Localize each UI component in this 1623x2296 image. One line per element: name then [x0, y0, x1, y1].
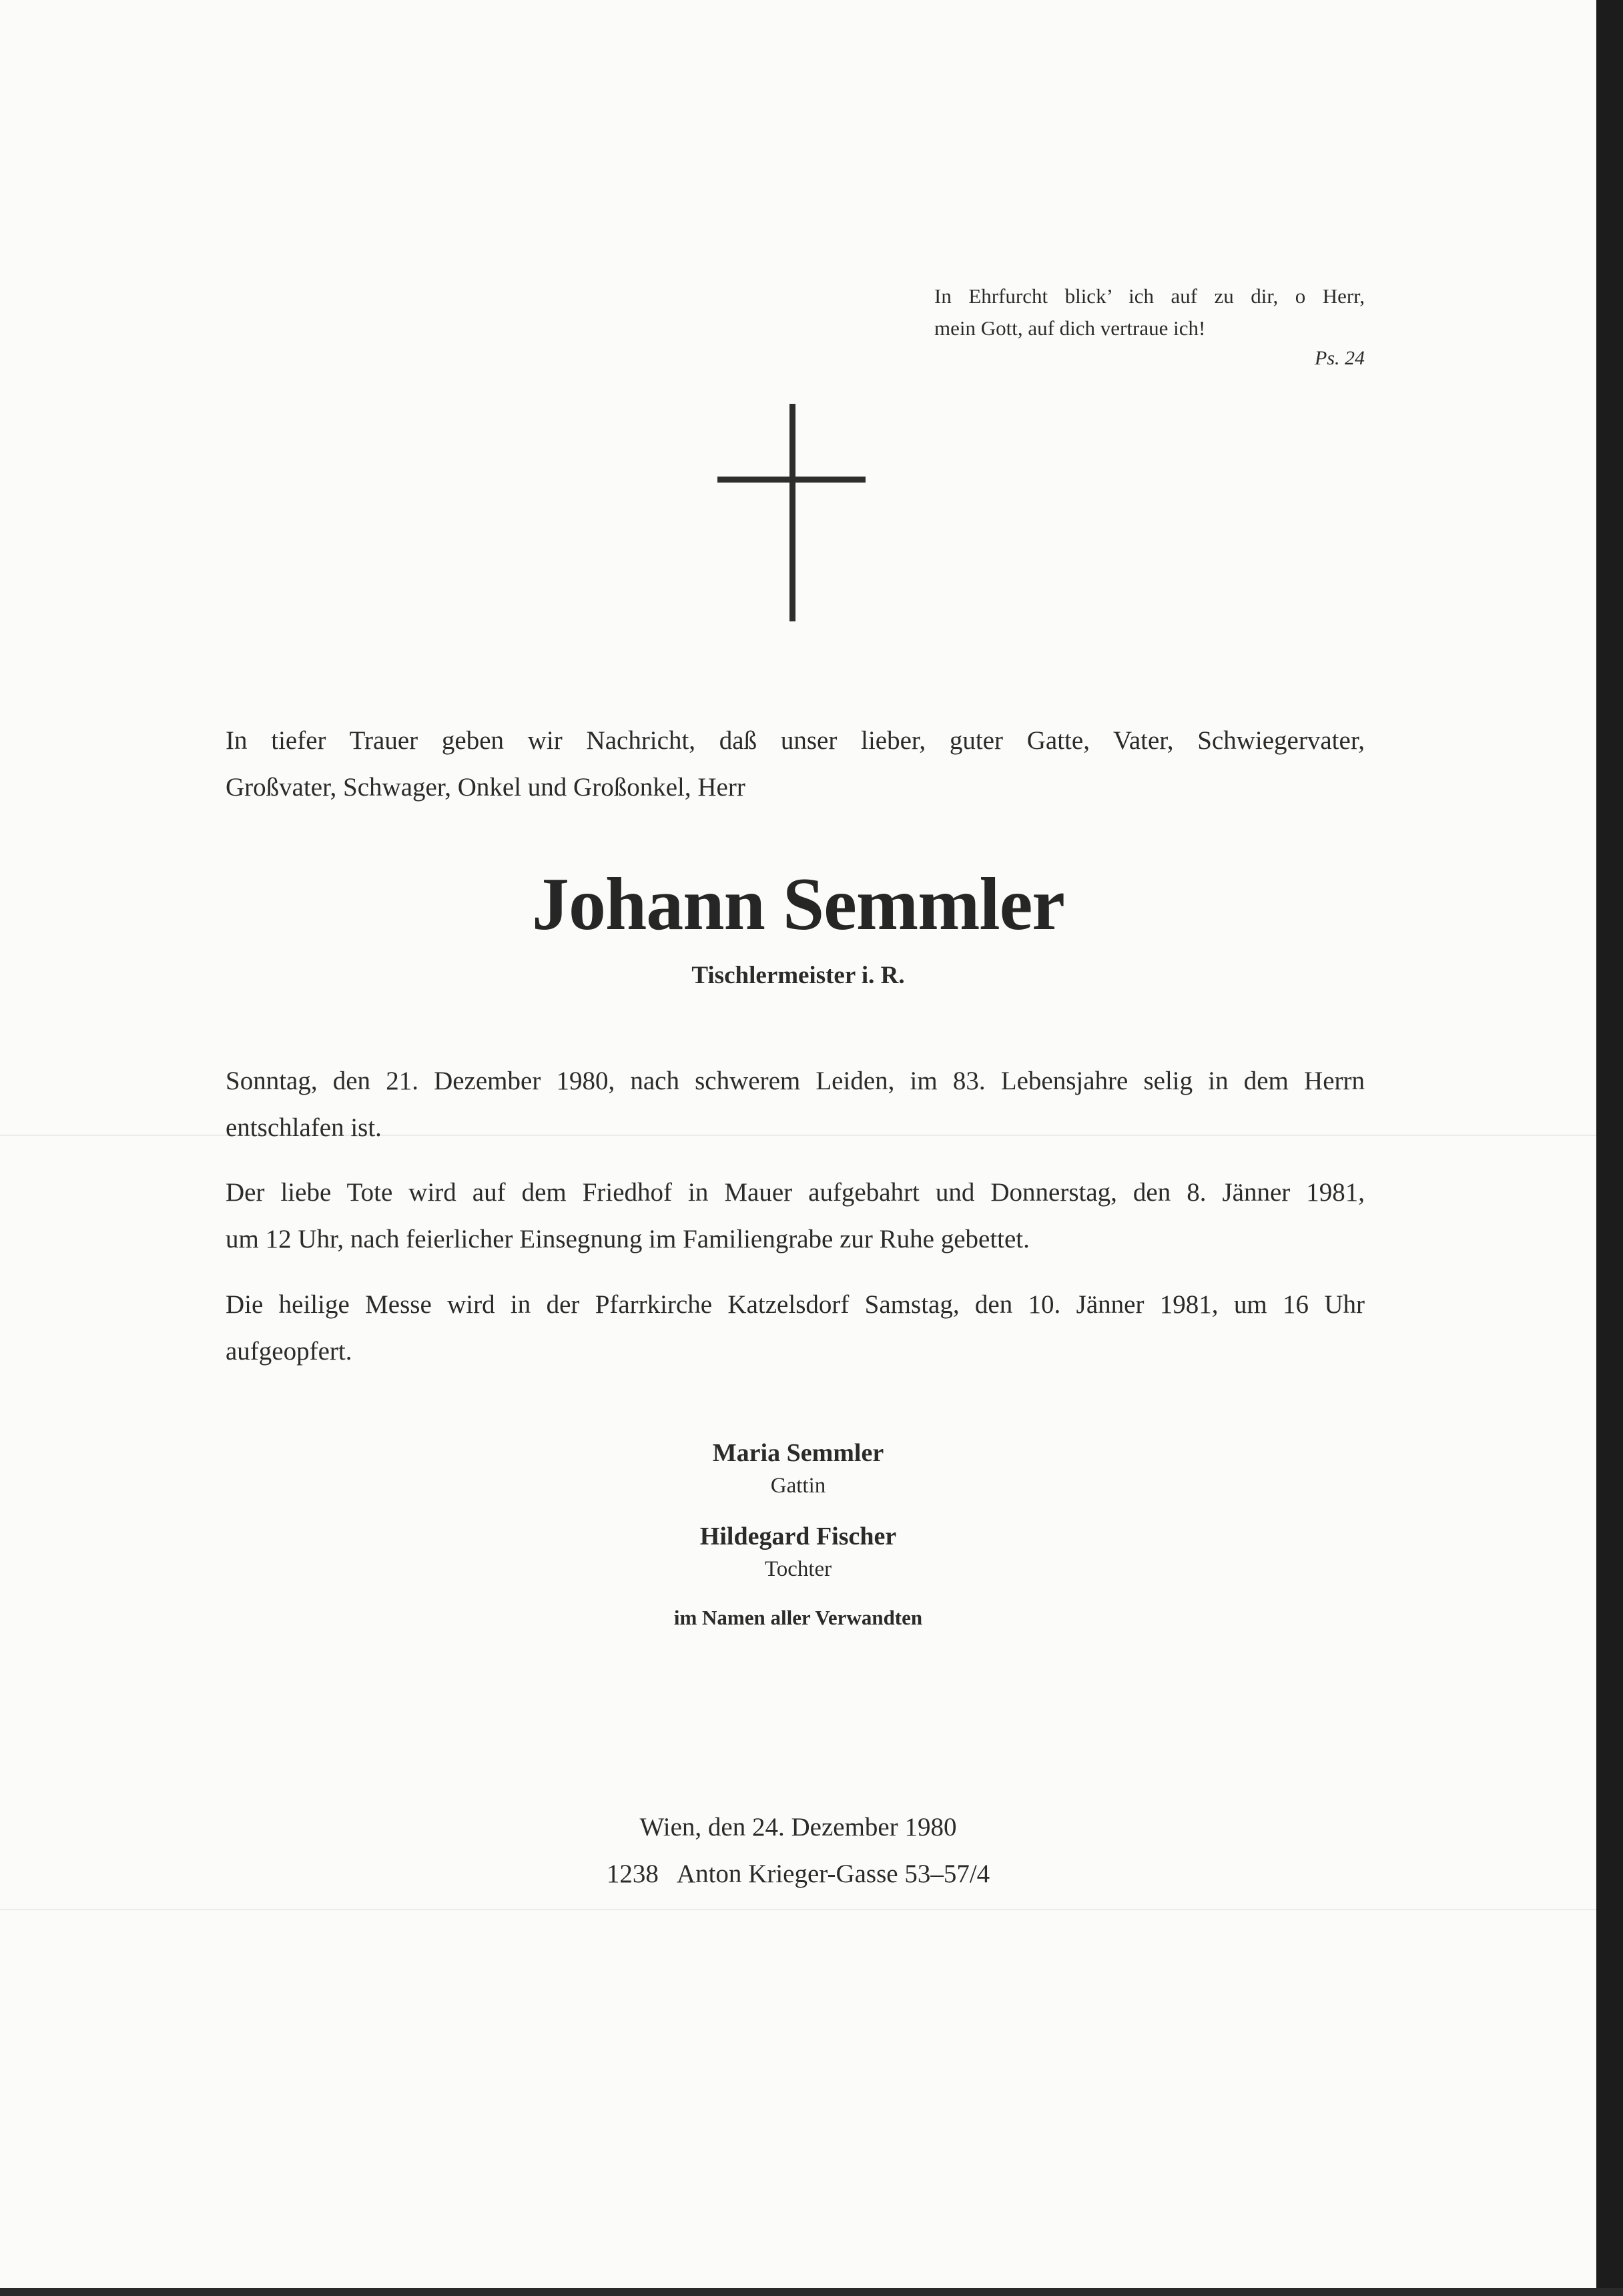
scan-edge-bottom: [0, 2288, 1623, 2296]
mass-line-1: Die heilige Messe wird in der Pfarrkirche Katzelsdorf Samstag, den 10. Jänner 1981, um 16 Uhr: [226, 1290, 1365, 1319]
mourner-role: Gattin: [770, 1474, 826, 1498]
psalm-reference: Ps. 24: [1315, 347, 1365, 369]
cross-icon: [789, 404, 795, 621]
mourner-name: Maria Semmler: [712, 1439, 884, 1467]
deceased-title: Tischlermeister i. R.: [691, 962, 905, 989]
psalm-quote: [934, 280, 1365, 344]
death-paragraph: [226, 1058, 1365, 1151]
mourner-name: Hildegard Fischer: [699, 1522, 897, 1550]
address: 1238 Anton Krieger-Gasse 53–57/4: [606, 1859, 990, 1888]
mourner-role: Tochter: [764, 1557, 832, 1581]
mass-paragraph: [226, 1281, 1365, 1375]
psalm-line-1: In Ehrfurcht blick’ ich auf zu dir, o Herr,: [934, 284, 1365, 308]
intro-line-2: Großvater, Schwager, Onkel und Großonkel, Herr: [226, 773, 745, 802]
funeral-paragraph: [226, 1169, 1365, 1263]
cross-icon-bar: [717, 477, 866, 483]
death-line-2: entschlafen ist.: [226, 1113, 382, 1142]
place-date: Wien, den 24. Dezember 1980: [639, 1813, 957, 1841]
mass-line-2: aufgeopfert.: [226, 1337, 352, 1366]
intro-line-1: In tiefer Trauer geben wir Nachricht, daß unser lieber, guter Gatte, Vater, Schwiegervater,: [226, 726, 1365, 755]
deceased-name: Johann Semmler: [532, 863, 1064, 946]
mourners-note: im Namen aller Verwandten: [673, 1606, 923, 1629]
intro-paragraph: [226, 718, 1365, 811]
scan-edge-right: [1596, 0, 1623, 2296]
fold-line: [0, 1909, 1596, 1910]
death-line-1: Sonntag, den 21. Dezember 1980, nach schwerem Leiden, im 83. Lebensjahre selig in dem Herrn: [226, 1067, 1365, 1095]
funeral-line-1: Der liebe Tote wird auf dem Friedhof in Mauer aufgebahrt und Donnerstag, den 8. Jänner 1981,: [226, 1178, 1365, 1207]
psalm-line-2: mein Gott, auf dich vertraue ich!: [934, 316, 1206, 340]
funeral-line-2: um 12 Uhr, nach feierlicher Einsegnung im Familiengrabe zur Ruhe gebettet.: [226, 1225, 1030, 1253]
